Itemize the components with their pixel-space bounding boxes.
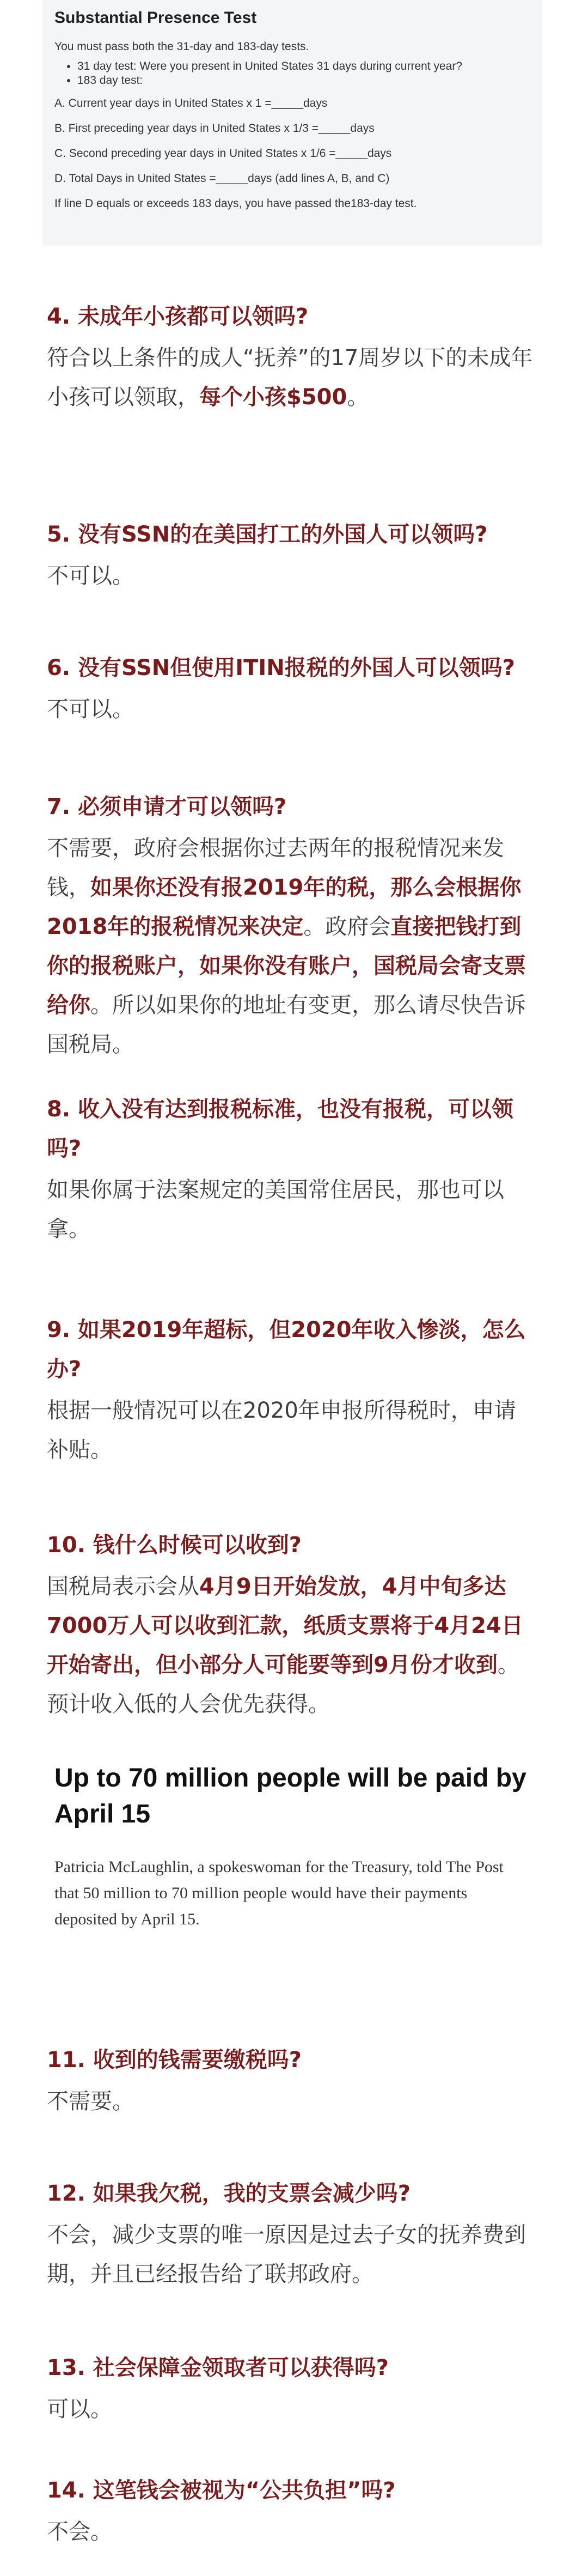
answer-text: 符合以上条件的成人“抚养”的17周岁以下的未成年小孩可以领取，每个小孩$500。 bbox=[47, 345, 533, 410]
question-heading: 14. 这笔钱会被视为“公共负担”吗? bbox=[47, 2478, 396, 2503]
answer-text: 如果你属于法案规定的美国常住居民，那也可以拿。 bbox=[47, 1177, 504, 1242]
question-heading: 12. 如果我欠税，我的支票会减少吗? bbox=[47, 2181, 411, 2206]
qa-item-12 bbox=[47, 2174, 537, 2294]
answer-text: 国税局表示会从4月9日开始发放，4月中旬多达7000万人可以收到汇款，纸质支票将于4月24日开始寄出，但小部分人可能要等到9月份才收到。预计收入低的人会优先获得。 bbox=[47, 1574, 523, 1717]
qa-item-9 bbox=[47, 1310, 537, 1469]
spt-line-d: D. Total Days in United States =_____days (add lines A, B, and C) bbox=[54, 172, 390, 185]
spt-line-b: B. First preceding year days in United States x 1/3 =_____days bbox=[54, 122, 375, 135]
question-heading: 8. 收入没有达到报税标准，也没有报税，可以领吗? bbox=[47, 1097, 513, 1161]
news-headline: Up to 70 million people will be paid by April 15 bbox=[54, 1764, 526, 1828]
qa-item-4 bbox=[47, 297, 537, 417]
question-heading: 7. 必须申请才可以领吗? bbox=[47, 794, 287, 819]
answer-text: 不需要。 bbox=[47, 2089, 134, 2114]
question-heading: 13. 社会保障金领取者可以获得吗? bbox=[47, 2355, 389, 2380]
question-heading: 4. 未成年小孩都可以领吗? bbox=[47, 304, 309, 329]
substantial-presence-test-image bbox=[42, 0, 542, 245]
spt-bullet-list bbox=[54, 60, 530, 87]
spt-intro: You must pass both the 31-day and 183-day tests. bbox=[54, 40, 309, 53]
qa-item-5 bbox=[47, 515, 537, 596]
question-heading: 5. 没有SSN的在美国打工的外国人可以领吗? bbox=[47, 522, 488, 547]
answer-text: 不会。 bbox=[47, 2519, 112, 2544]
question-heading: 11. 收到的钱需要缴税吗? bbox=[47, 2048, 302, 2073]
question-heading: 10. 钱什么时候可以收到? bbox=[47, 1533, 302, 1558]
answer-text: 不可以。 bbox=[47, 563, 134, 588]
spt-line-a: A. Current year days in United States x 1 =_____days bbox=[54, 97, 328, 110]
spt-bullet: • 183 day test: bbox=[77, 74, 530, 87]
qa-item-8 bbox=[47, 1090, 537, 1249]
qa-item-7 bbox=[47, 787, 537, 1064]
answer-text: 不会，减少支票的唯一原因是过去子女的抚养费到期，并且已经报告给了联邦政府。 bbox=[47, 2222, 526, 2287]
news-excerpt-image bbox=[42, 1752, 542, 2008]
spt-title: Substantial Presence Test bbox=[54, 9, 257, 27]
spt-line-c: C. Second preceding year days in United States x 1/6 =_____days bbox=[54, 147, 392, 160]
spt-footer: If line D equals or exceeds 183 days, you have passed the183-day test. bbox=[54, 197, 417, 210]
news-body: Patricia McLaughlin, a spokeswoman for the Treasury, told The Post that 50 million to 70 million people would have their payments deposited by April 15. bbox=[54, 1858, 504, 1928]
qa-item-13 bbox=[47, 2348, 537, 2429]
answer-text: 不需要，政府会根据你过去两年的报税情况来发钱，如果你还没有报2019年的税，那么会根据你2018年的报税情况来决定。政府会直接把钱打到你的报税账户，如果你没有账户，国税局会寄支票给你。所以如果你的地址有变更，那么请尽快告诉国税局。 bbox=[47, 836, 526, 1057]
answer-text: 根据一般情况可以在2020年申报所得税时，申请补贴。 bbox=[47, 1398, 516, 1462]
qa-item-6 bbox=[47, 648, 537, 729]
question-heading: 6. 没有SSN但使用ITIN报税的外国人可以领吗? bbox=[47, 655, 515, 681]
qa-item-14 bbox=[47, 2471, 537, 2551]
question-heading: 9. 如果2019年超标，但2020年收入惨淡，怎么办? bbox=[47, 1317, 526, 1382]
answer-text: 不可以。 bbox=[47, 697, 134, 722]
qa-item-10 bbox=[47, 1526, 537, 1724]
qa-item-11 bbox=[47, 2040, 537, 2121]
answer-text: 可以。 bbox=[47, 2397, 112, 2422]
spt-bullet: • 31 day test: Were you present in United States 31 days during current year? bbox=[77, 60, 530, 73]
